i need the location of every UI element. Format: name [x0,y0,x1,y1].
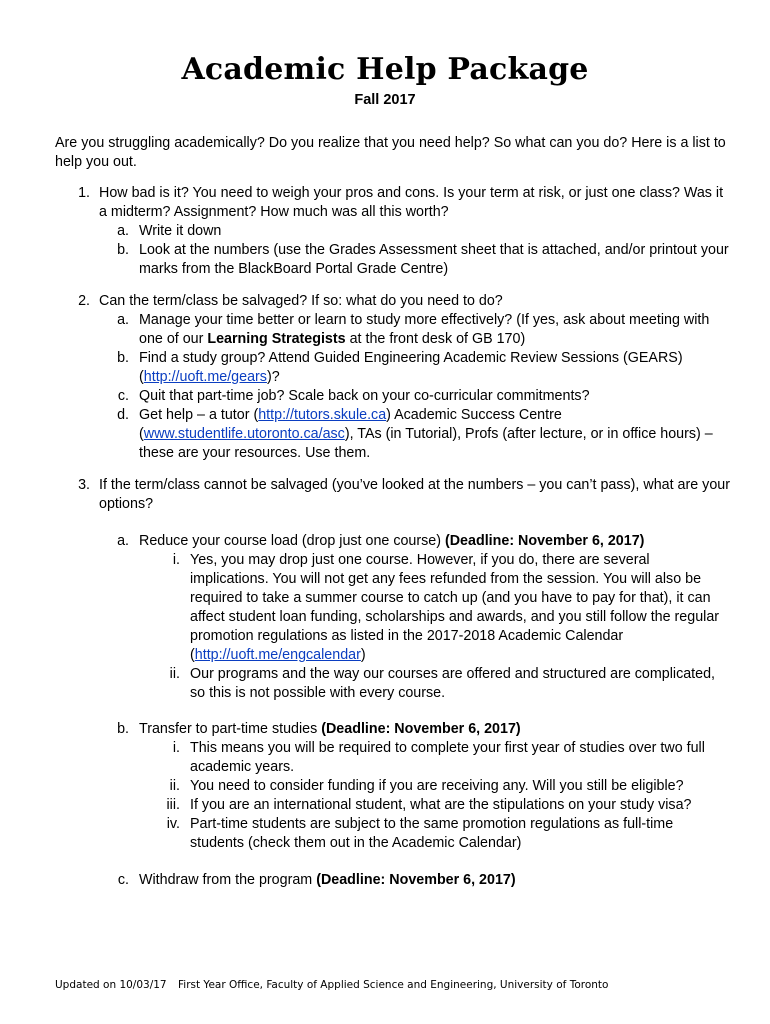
list-item-text: How bad is it? You need to weigh your pros and cons. Is your term at risk, or just one class? Was it [99,185,724,201]
sub-item-text: Look at the numbers (use the Grades Assessment sheet that is attached, and/or printout your [139,242,729,258]
roman-label: ii. [169,666,180,682]
roman-item-text: Yes, you may drop just one course. However, if you do, there are several [190,552,650,568]
sub-item-text: (www.studentlife.utoronto.ca/asc), TAs (in Tutorial), Profs (after lecture, or in office hours) – [139,426,713,442]
list-number: 1. [78,185,90,201]
roman-item-text: (http://uoft.me/engcalendar) [190,647,366,663]
intro-line: help you out. [55,154,137,170]
sub-item-text: these are your resources. Use them. [139,445,371,461]
sub-item-label: c. [117,388,129,404]
list-item-text: Can the term/class be salvaged? If so: what do you need to do? [99,293,503,309]
sub-item-text: Get help – a tutor (http://tutors.skule.ca) Academic Success Centre [139,407,562,423]
roman-item-text: Part-time students are subject to the same promotion regulations as full-time [190,816,674,832]
sub-item-text: Quit that part-time job? Scale back on your co-curricular commitments? [139,388,590,404]
sub-item-label: d. [117,407,129,423]
learning-strategists-emphasis: Learning Strategists [207,331,346,347]
roman-item-text: academic years. [190,759,295,775]
roman-label: i. [172,552,180,568]
sub-item-text: Find a study group? Attend Guided Engineering Academic Review Sessions (GEARS) [139,350,683,366]
sub-item-text: Write it down [139,223,222,239]
sub-item-text: (http://uoft.me/gears)? [139,369,280,385]
roman-label: ii. [169,778,180,794]
deadline-emphasis: (Deadline: November 6, 2017) [321,721,521,737]
sub-item-text: marks from the BlackBoard Portal Grade Centre) [139,261,449,277]
roman-item-text: promotion regulations as listed in the 2017-2018 Academic Calendar [190,628,624,644]
sub-item-text: Withdraw from the program (Deadline: November 6, 2017) [139,872,516,888]
sub-item-label: a. [117,533,129,549]
roman-item-text: Our programs and the way our courses are offered and structured are complicated, [190,666,716,682]
sub-item-text: Transfer to part-time studies (Deadline: November 6, 2017) [139,721,521,737]
page-title: Academic Help Package [181,52,589,87]
list-item-text: options? [99,496,154,512]
deadline-emphasis: (Deadline: November 6, 2017) [444,533,645,549]
roman-item-text: You need to consider funding if you are receiving any. Will you still be eligible? [190,778,684,794]
page-subtitle: Fall 2017 [354,92,416,108]
list-item-text: If the term/class cannot be salvaged (you’ve looked at the numbers – you can’t pass), what are your [99,477,730,493]
sub-item-label: c. [117,872,129,888]
roman-item-text: students (check them out in the Academic Calendar) [190,835,522,851]
list-item-text: a midterm? Assignment? How much was all this worth? [99,204,449,220]
sub-item-text: Manage your time better or learn to study more effectively? (If yes, ask about meeting with [139,312,710,328]
roman-item-text: If you are an international student, what are the stipulations on your study visa? [190,797,692,813]
sub-item-text: one of our Learning Strategists at the front desk of GB 170) [139,331,526,347]
roman-label: iii. [166,797,180,813]
roman-label: iv. [166,816,180,832]
deadline-emphasis: (Deadline: November 6, 2017) [316,872,516,888]
list-number: 3. [78,477,90,493]
sub-item-label: b. [117,721,129,737]
tutors-link[interactable]: http://tutors.skule.ca [258,407,387,423]
sub-item-label: a. [117,223,129,239]
intro-line: Are you struggling academically? Do you realize that you need help? So what can you do? Here is a list to [55,135,726,151]
gears-link[interactable]: http://uoft.me/gears [143,369,267,385]
sub-item-label: b. [117,350,129,366]
sub-item-label: b. [117,242,129,258]
roman-item-text: This means you will be required to complete your first year of studies over two full [190,740,705,756]
roman-item-text: so this is not possible with every course. [190,685,446,701]
footer-office: First Year Office, Faculty of Applied Science and Engineering, University of Toronto [178,979,609,991]
list-number: 2. [78,293,90,309]
sub-item-text: Reduce your course load (drop just one course) (Deadline: November 6, 2017) [139,533,645,549]
roman-item-text: required to take a summer course to catch up (and you have to pay for that), it can [190,590,711,606]
roman-item-text: affect student loan funding, scholarships and awards, and you still follow the regular [190,609,720,625]
asc-link[interactable]: www.studentlife.utoronto.ca/asc [143,426,345,442]
footer-updated: Updated on 10/03/17 [55,979,167,991]
roman-label: i. [172,740,180,756]
sub-item-label: a. [117,312,129,328]
roman-item-text: implications. You will not get any fees refunded from the session. You will also be [190,571,702,587]
engcalendar-link[interactable]: http://uoft.me/engcalendar [194,647,361,663]
